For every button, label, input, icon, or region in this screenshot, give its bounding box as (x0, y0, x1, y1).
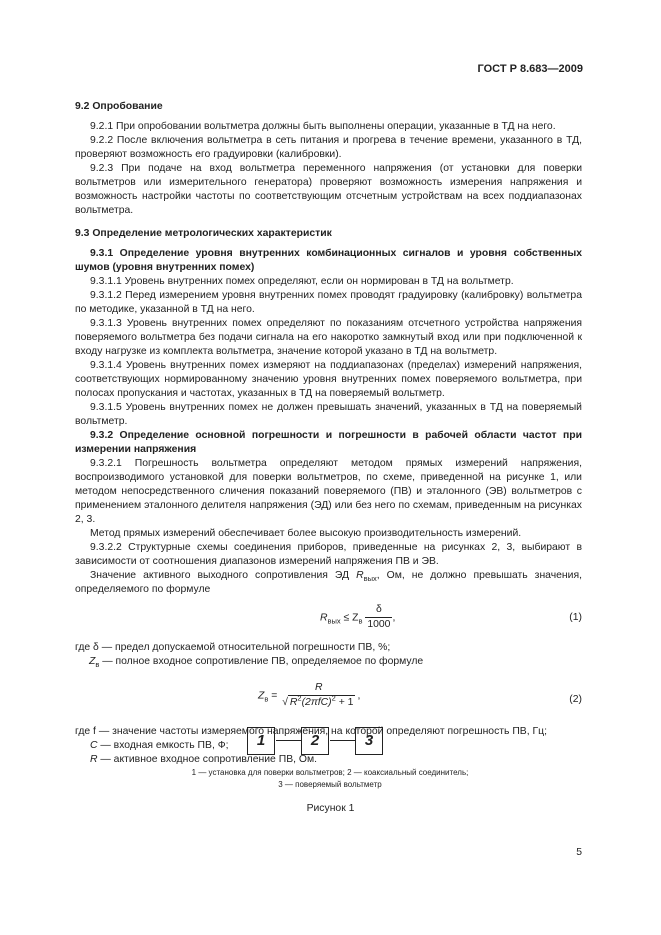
formula-1-lhs-sub: вых (327, 616, 341, 626)
where-c-text: — входная емкость ПВ, Ф; (97, 740, 229, 751)
formula-2-den-pow: 2 (297, 693, 302, 703)
diagram-box-2: 2 (301, 727, 329, 755)
formula-1 (75, 603, 582, 633)
formula-2-fraction (280, 681, 357, 710)
formula-2-lhs: Z (258, 690, 265, 702)
para-9-3-2-1: 9.3.2.1 Погрешность вольтметра определяют методом прямых измерений напряжения, воспроизводимого установкой для поверки вольтметров, по схеме, приведенной на рисунке 1, или методом непосредственного сличения показаний поверяемого (ПВ) и эталонного (ЭВ) вольтметров с применением эталонного делителя напряжения (ЭД) или без него по схемам, приведенным на рисунках 2, 3. (75, 458, 582, 525)
formula-1-body (320, 603, 395, 632)
where-r-symbol: R (90, 754, 98, 765)
formula-2-lhs-sub: в (264, 694, 269, 704)
formula-1-lhs: R (320, 612, 328, 624)
section-9-3-1-title: 9.3.1 Определение уровня внутренних комбинационных сигналов и уровня собственных шумов (уровня внутренних помех) (75, 248, 582, 273)
where-z-sub: в (95, 660, 100, 670)
formula-1-denominator: 1000 (367, 619, 391, 630)
figure-1-diagram (243, 727, 383, 757)
formula-1-op: ≤ Z (340, 612, 359, 624)
formula-2-body (258, 681, 360, 710)
caption-line-1: 1 — установка для поверки вольтметров; 2 — коаксиальный соединитель; (191, 768, 469, 777)
formula-2-den-tail: + 1 (335, 697, 354, 708)
diagram-connector-1 (276, 740, 301, 741)
para-9-3-1-2: 9.3.1.2 Перед измерением уровня внутренних помех проводят градуировку (калибровку) вольтметра по методике, указанной в ТД на него. (75, 290, 582, 315)
body-text (75, 92, 582, 767)
para-output-text-a: Значение активного выходного сопротивления ЭД (90, 570, 357, 581)
caption-line-2: 3 — поверяемый вольтметр (278, 780, 382, 789)
formula-2-num-r: R (315, 682, 323, 693)
where-r-text: — активное входное сопротивление ПВ, Ом. (97, 754, 318, 765)
r-symbol: R (356, 570, 364, 581)
where-delta: где δ — предел допускаемой относительной погрешности ПВ, %; (75, 642, 391, 653)
para-9-3-1-3: 9.3.1.3 Уровень внутренних помех определяют по показаниям отсчетного устройства напряжения поверяемого вольтметра без подачи сигнала на его накоротко замкнутый вход или при подключенной к входу нагрузке из комплекта вольтметра, значение которой указано в ТД на вольтметр. (75, 318, 582, 357)
formula-2 (75, 681, 582, 717)
para-9-2-2: 9.2.2 После включения вольтметра в сеть питания и прогрева в течение времени, указанного в ТД, проверяют возможность его градуировки (калибровки). (75, 135, 582, 160)
formula-2-numerator (280, 681, 357, 695)
where-c-symbol: C (90, 740, 98, 751)
diagram-connector-2 (330, 740, 355, 741)
formula-2-den-r: R (289, 697, 298, 708)
diagram-box-1: 1 (247, 727, 275, 755)
para-9-2-3: 9.2.3 При подаче на вход вольтметра переменного напряжения (от установки для поверки вольтметров или измерительного генератора) проверяют возможность измерения напряжения и возможность настройки частоты по соответствующим отсчетным устройствам на всех поддиапазонах вольтметра. (75, 163, 582, 216)
formula-1-fraction (365, 603, 392, 632)
formula-2-den-mid: (2πfC) (301, 697, 332, 708)
where-z-symbol: Z (89, 656, 96, 667)
para-9-3-1-1: 9.3.1.1 Уровень внутренних помех определяют, если он нормирован в ТД на вольтметр. (90, 276, 514, 287)
formula-2-number: (2) (569, 694, 582, 705)
formula-2-den-pow2: 2 (331, 693, 336, 703)
para-method: Метод прямых измерений обеспечивает более высокую производительность измерений. (90, 528, 522, 539)
formula-1-numerator: δ (376, 604, 382, 615)
formula-1-number: (1) (569, 612, 582, 623)
formula-2-eq: = (268, 690, 281, 702)
para-9-3-1-4: 9.3.1.4 Уровень внутренних помех измеряют на поддиапазонах (пределах) измерений напряжения, соответствующих нормированному значению уровня внутренних помех поверяемого вольтметра, при полосах пропускания и частотах, указанных в ТД на поверяемый вольтметр. (75, 360, 582, 399)
figure-1-title: Рисунок 1 (306, 803, 355, 814)
formula-2-tail: , (357, 690, 361, 702)
para-9-3-1-5: 9.3.1.5 Уровень внутренних помех не должен превышать значений, указанных в ТД на поверяемый вольтметр. (75, 402, 582, 427)
r-subscript: вых (363, 574, 377, 584)
section-9-2-title: 9.2 Опробование (75, 101, 163, 112)
section-9-3-title: 9.3 Определение метрологических характеристик (75, 228, 332, 239)
where-f: где f — значение частоты измеряемого напряжения, на которой определяют погрешность ПВ, Гц; (75, 726, 547, 737)
figure-1-caption (120, 767, 540, 791)
para-9-2-1: 9.2.1 При опробовании вольтметра должны быть выполнены операции, указанные в ТД на него. (90, 121, 556, 132)
page-number: 5 (576, 847, 582, 858)
diagram-box-3: 3 (355, 727, 383, 755)
section-9-3-2-title: 9.3.2 Определение основной погрешности и погрешности в рабочей области частот при измерении напряжения (75, 430, 582, 455)
standard-header: ГОСТ Р 8.683—2009 (477, 63, 583, 75)
formula-2-denominator: √ $R^2(2\pi fC)^2 + 1$ (282, 693, 354, 708)
formula-2-sqrt (288, 695, 356, 710)
formula-1-z-sub: в (358, 616, 363, 626)
where-z (75, 655, 582, 669)
where-z-text: — полное входное сопротивление ПВ, определяемое по формуле (99, 656, 424, 667)
formula-1-tail: , (392, 612, 396, 624)
para-output-text-b: , Ом, не должно превышать значения, определяемого по формуле (75, 570, 582, 595)
para-9-3-2-2: 9.3.2.2 Структурные схемы соединения приборов, приведенные на рисунках 2, 3, выбирают в зависимости от соотношения диапазонов измерений напряжения ПВ и ЭВ. (75, 542, 582, 567)
para-output-resistance (75, 569, 582, 597)
